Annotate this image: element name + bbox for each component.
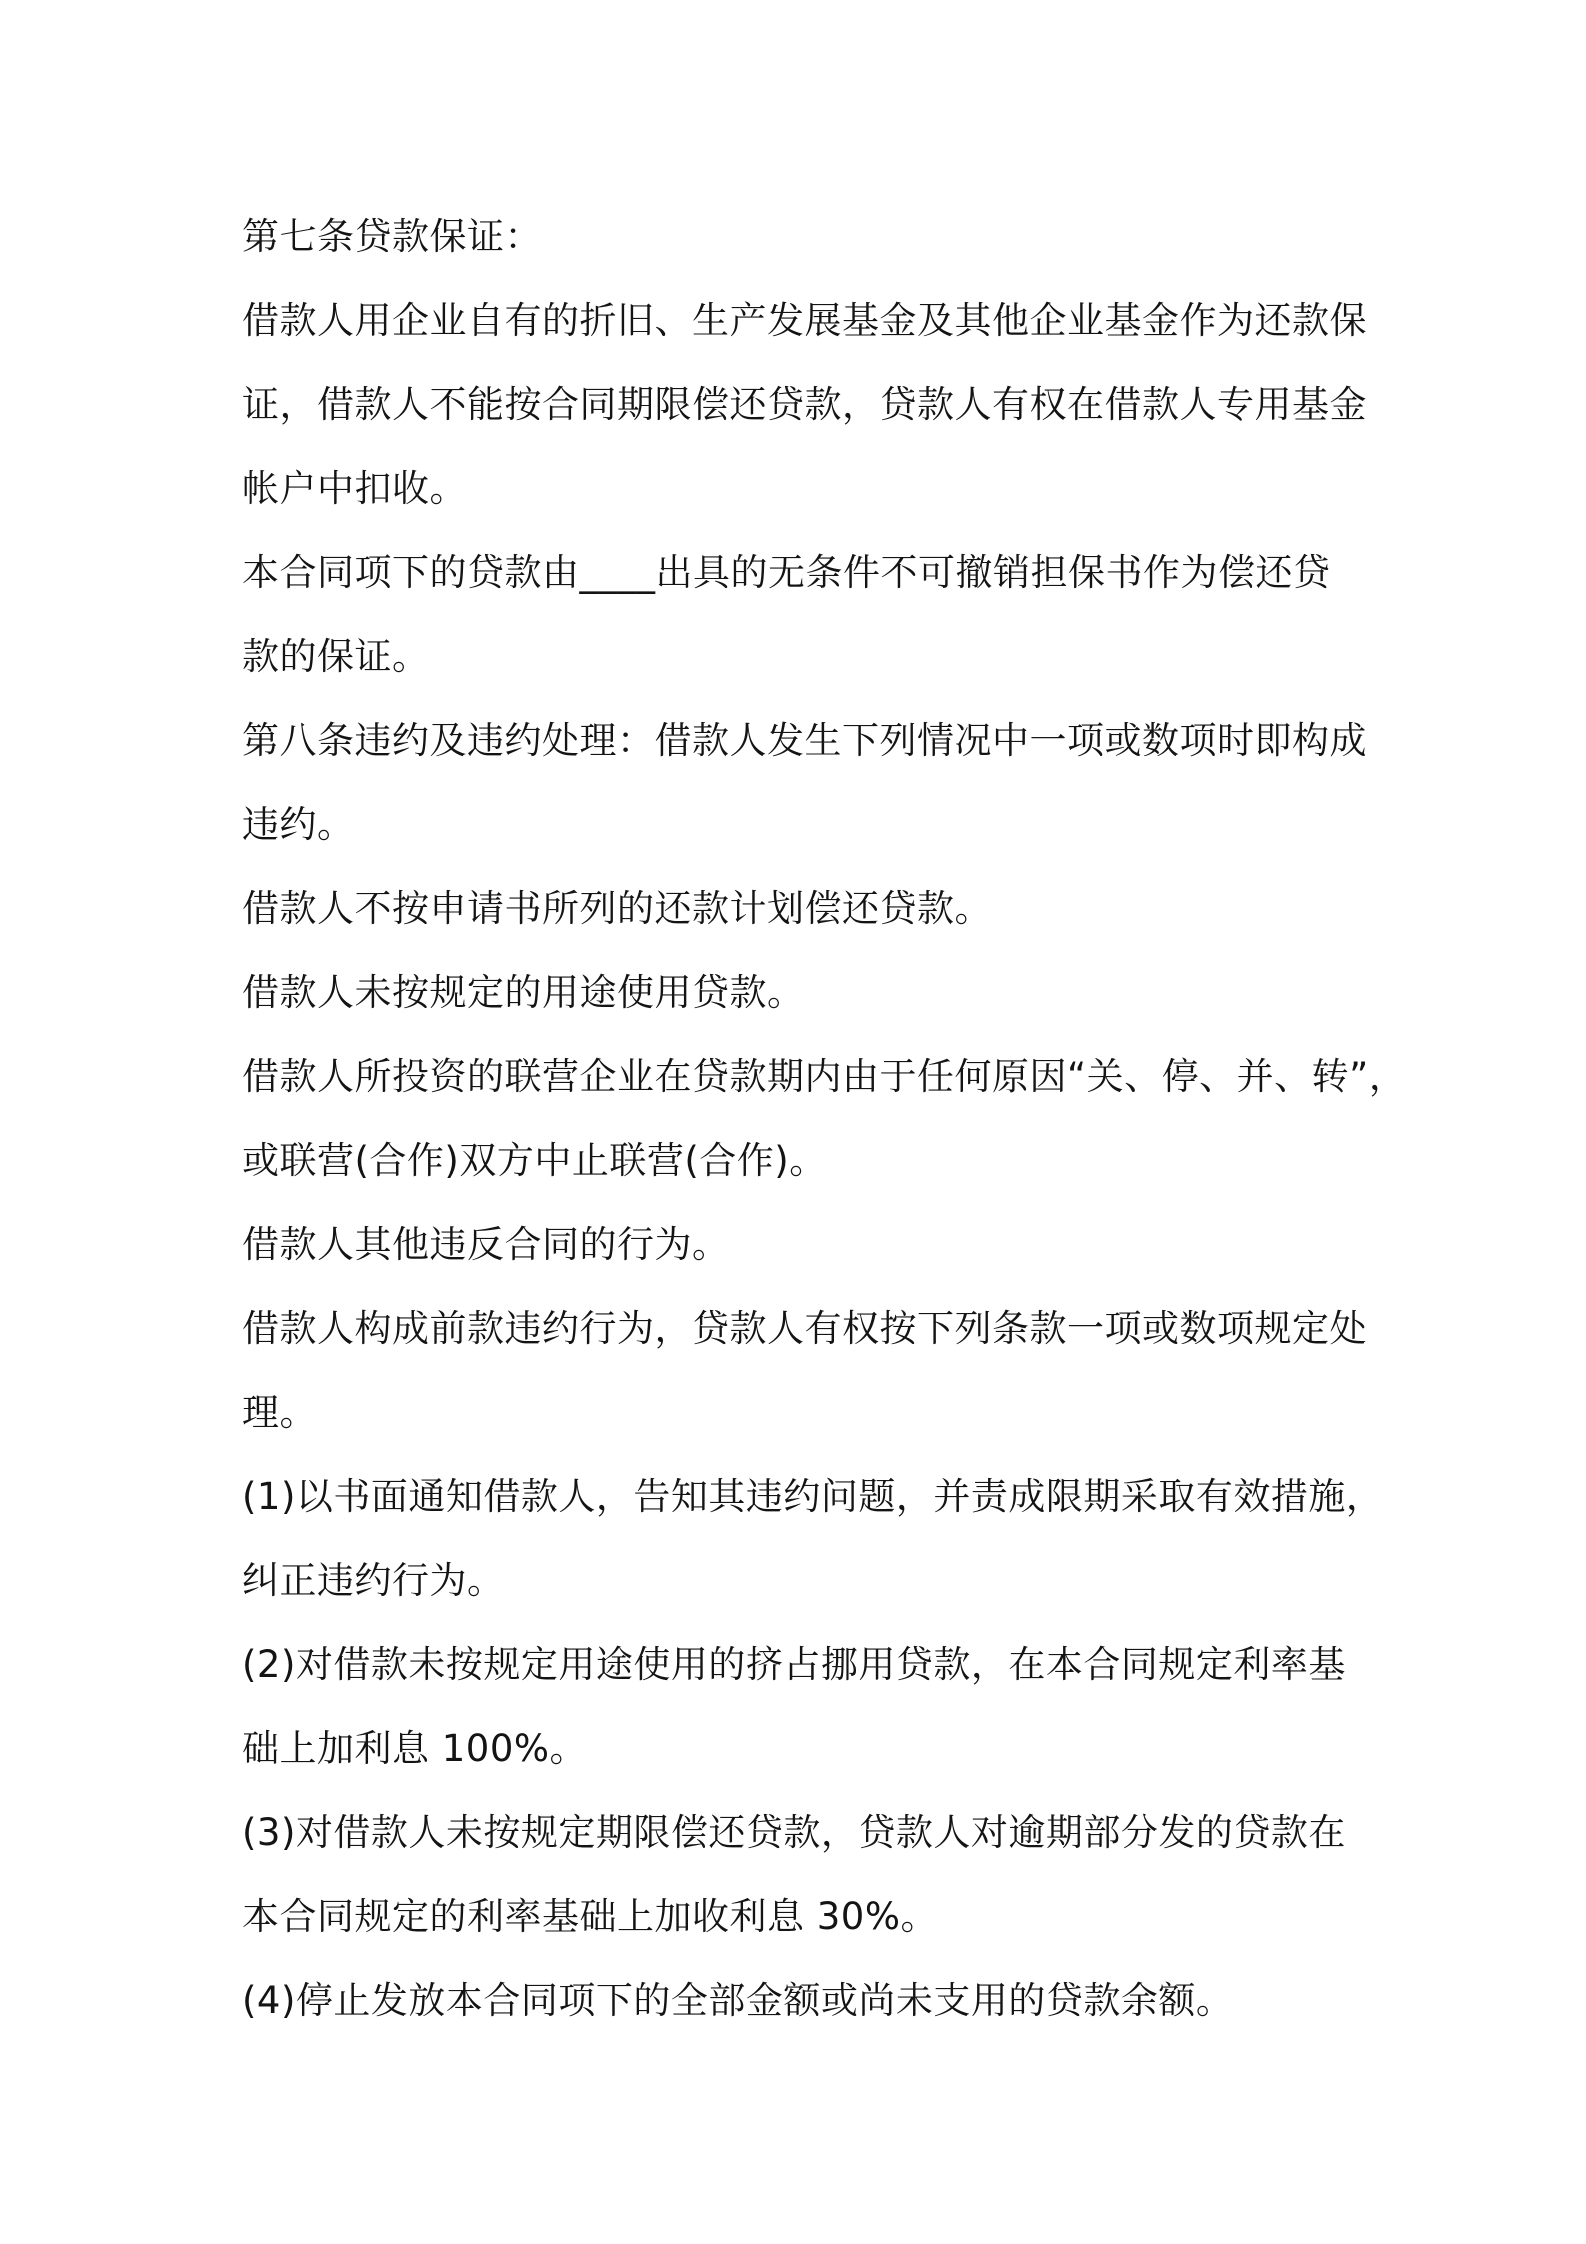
text-line: 借款人其他违反合同的行为。: [242, 1223, 730, 1266]
text-line: 借款人构成前款违约行为，贷款人有权按下列条款一项或数项规定处: [242, 1307, 1367, 1350]
text-line: 借款人用企业自有的折旧、生产发展基金及其他企业基金作为还款保: [242, 299, 1367, 342]
text-line: 本合同规定的利率基础上加收利息 30%。: [242, 1895, 938, 1938]
text-line: (3)对借款人未按规定期限偿还贷款，贷款人对逾期部分发的贷款在: [242, 1811, 1346, 1854]
text-line: 借款人所投资的联营企业在贷款期内由于任何原因“关、停、并、转”，: [242, 1055, 1407, 1098]
text-line: 证，借款人不能按合同期限偿还贷款，贷款人有权在借款人专用基金: [242, 383, 1367, 426]
text-line: (4)停止发放本合同项下的全部金额或尚未支用的贷款余额。: [242, 1979, 1234, 2022]
text-line: 借款人不按申请书所列的还款计划偿还贷款。: [242, 887, 992, 930]
article-8-heading: 第八条违约及违约处理：借款人发生下列情况中一项或数项时即构成: [242, 719, 1367, 762]
text-line: (1)以书面通知借款人，告知其违约问题，并责成限期采取有效措施，: [242, 1475, 1384, 1518]
text-line: 理。: [242, 1391, 317, 1434]
article-7-heading: 第七条贷款保证：: [242, 215, 542, 258]
text-line: (2)对借款未按规定用途使用的挤占挪用贷款，在本合同规定利率基: [242, 1643, 1346, 1686]
text-line: 违约。: [242, 803, 355, 846]
text-line: 础上加利息 100%。: [242, 1727, 588, 1770]
text-line: 纠正违约行为。: [242, 1559, 505, 1602]
text-line: 本合同项下的贷款由____出具的无条件不可撤销担保书作为偿还贷: [242, 551, 1331, 594]
text-line: 借款人未按规定的用途使用贷款。: [242, 971, 805, 1014]
text-line: 或联营(合作)双方中止联营(合作)。: [242, 1139, 827, 1182]
document-body: [242, 195, 1407, 2043]
text-line: 款的保证。: [242, 635, 430, 678]
text-line: 帐户中扣收。: [242, 467, 467, 510]
